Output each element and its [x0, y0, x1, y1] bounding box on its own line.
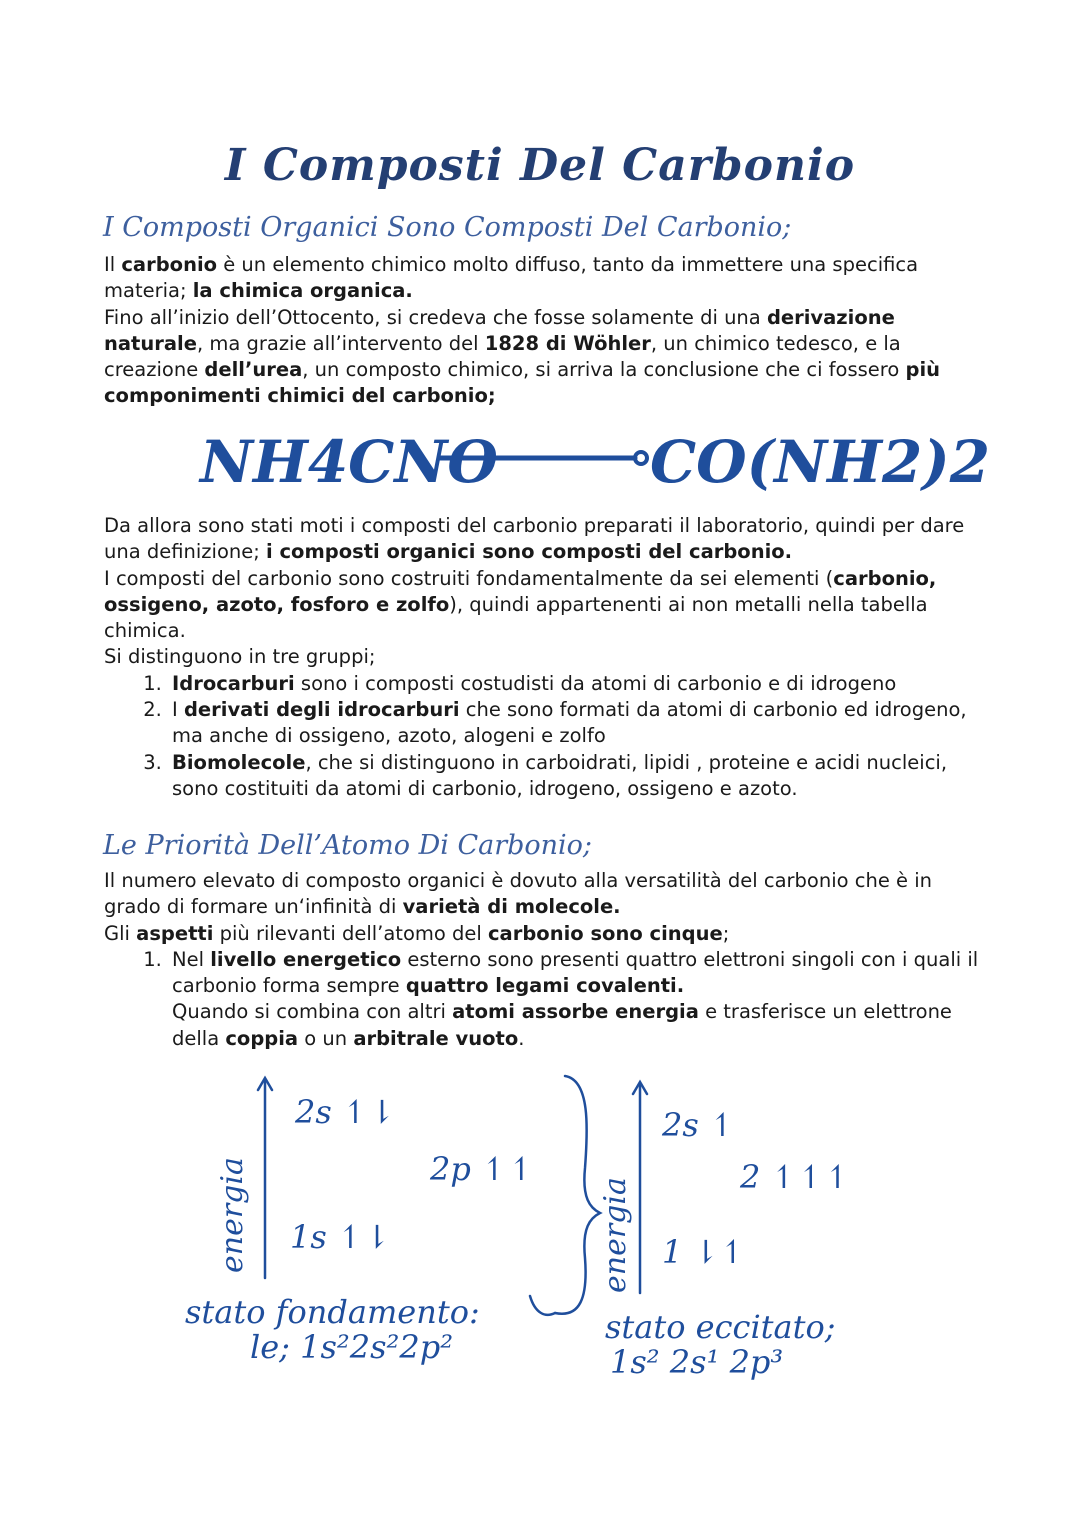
reactant-formula: NH4CNO: [200, 428, 498, 496]
section-heading-1: I Composti Organici Sono Composti Del Carbonio;: [103, 212, 792, 243]
caption-left-2: le; 1s²2s²2p²: [250, 1328, 454, 1366]
list-item: 3. Biomolecole, che si distinguono in carboidrati, lipidi , proteine e acidi nucleici, sono costituiti da atomi di carbonio, idrogeno, ossigeno e azoto.: [168, 750, 984, 803]
brace-tail: [530, 1296, 555, 1315]
axis-label-right: energia: [598, 1177, 633, 1293]
section2-body: [104, 868, 984, 1052]
section1-body: [104, 252, 984, 410]
paragraph: Da allora sono stati moti i composti del carbonio preparati il laboratorio, quindi per dare una definizione; i composti organici sono composti del carbonio.: [104, 514, 965, 564]
paragraph: I composti del carbonio sono costruiti fondamentalmente da sei elementi (carbonio, ossigeno, azoto, fosforo e zolfo), quindi appartenenti ai non metalli nella tabella chimica.: [104, 566, 937, 643]
section1-body-2: [104, 513, 984, 802]
reaction-arrow-head: [635, 452, 647, 464]
level-1s-left: 1s ↿⇂: [290, 1218, 391, 1256]
paragraph: Il numero elevato di composto organici è dovuto alla versatilità del carbonio che è in grado di formare un‘infinità di varietà di molecole.: [104, 869, 933, 919]
caption-right-2: 1s² 2s¹ 2p³: [610, 1343, 784, 1381]
level-2s-right: 2s ↿: [662, 1106, 736, 1144]
urea-reaction-formula: [195, 420, 991, 510]
axis-label-left: energia: [215, 1157, 250, 1273]
caption-right-1: stato eccitato;: [605, 1308, 836, 1346]
level-2s-left: 2s ↿⇂: [295, 1093, 396, 1131]
aspects-list: [104, 947, 984, 1052]
electron-configuration-diagram: [170, 1068, 950, 1418]
paragraph: Si distinguono in tre gruppi;: [104, 645, 376, 669]
list-item: 1. Idrocarburi sono i composti costudisti da atomi di carbonio e di idrogeno: [168, 671, 984, 697]
paragraph: Il carbonio è un elemento chimico molto diffuso, tanto da immettere una specifica materia; la chimica organica.: [104, 253, 919, 303]
section-heading-2: Le Priorità Dell’Atomo Di Carbonio;: [103, 830, 593, 861]
caption-left-1: stato fondamento:: [185, 1293, 480, 1331]
list-item: 1. Nel livello energetico esterno sono presenti quattro elettroni singoli con i quali il carbonio forma sempre quattro legami covalenti. Quando si combina con altri atomi assorbe energia e trasferisce un elettrone della coppia o un arbitrale vuoto.: [168, 947, 984, 1052]
product-formula: CO(NH2)2: [650, 428, 991, 496]
groups-list: [104, 671, 984, 802]
paragraph: Fino all’inizio dell’Ottocento, si credeva che fosse solamente di una derivazione naturale, ma grazie all’intervento del 1828 di Wöhler, un chimico tedesco, e la creazione dell’urea, un composto chimico, si arriva la conclusione che ci fossero più componimenti chimici del carbonio;: [104, 305, 941, 408]
curly-brace: [555, 1076, 600, 1314]
page-title: I Composti Del Carbonio: [224, 140, 856, 191]
level-2p-left: 2p ↿↿: [430, 1150, 535, 1188]
list-item: 2. I derivati degli idrocarburi che sono formati da atomi di carbonio ed idrogeno, ma anche di ossigeno, azoto, alogeni e zolfo: [168, 697, 984, 750]
level-1s-right: 1 ⇂↿: [662, 1233, 747, 1271]
paragraph: Gli aspetti più rilevanti dell’atomo del carbonio sono cinque;: [104, 921, 730, 945]
level-2p-right: 2 ↿↿↿: [740, 1158, 851, 1196]
